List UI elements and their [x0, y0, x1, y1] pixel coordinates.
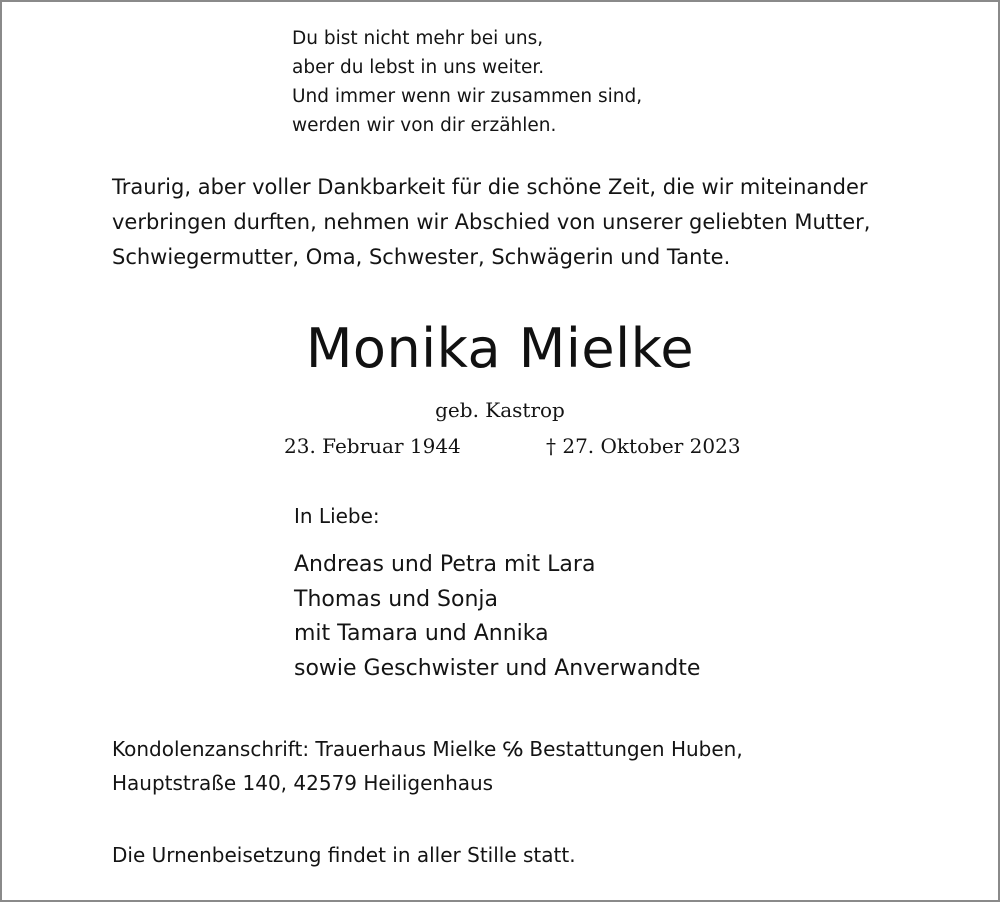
- memorial-poem: [292, 24, 812, 140]
- mourner-line: Thomas und Sonja: [294, 586, 499, 612]
- mourner-line: sowie Geschwister und Anverwandte: [294, 655, 701, 681]
- poem-line: werden wir von dir erzählen.: [292, 115, 557, 136]
- mourners-list: [294, 548, 700, 686]
- poem-line: Du bist nicht mehr bei uns,: [292, 28, 544, 49]
- farewell-text: [112, 170, 972, 275]
- death-date: † 27. Oktober 2023: [546, 434, 741, 458]
- farewell-line: Traurig, aber voller Dankbarkeit für die schöne Zeit, die wir miteinander: [112, 175, 868, 199]
- farewell-line: verbringen durften, nehmen wir Abschied von unserer geliebten Mutter,: [112, 210, 871, 234]
- condolence-address: [112, 732, 743, 800]
- birth-name: geb. Kastrop: [435, 398, 565, 422]
- birth-date: 23. Februar 1944: [284, 434, 461, 458]
- condolence-line: Kondolenzanschrift: Trauerhaus Mielke ℅ Bestattungen Huben,: [112, 737, 743, 761]
- mourner-line: Andreas und Petra mit Lara: [294, 552, 596, 577]
- mourner-line: mit Tamara und Annika: [294, 621, 549, 646]
- burial-notice: Die Urnenbeisetzung findet in aller Stille statt.: [112, 843, 576, 867]
- mourners-heading: In Liebe:: [294, 504, 380, 528]
- farewell-line: Schwiegermutter, Oma, Schwester, Schwägerin und Tante.: [112, 245, 731, 269]
- condolence-line: Hauptstraße 140, 42579 Heiligenhaus: [112, 771, 494, 795]
- deceased-name: Monika Mielke: [305, 317, 695, 380]
- poem-line: Und immer wenn wir zusammen sind,: [292, 86, 643, 107]
- poem-line: aber du lebst in uns weiter.: [292, 57, 545, 78]
